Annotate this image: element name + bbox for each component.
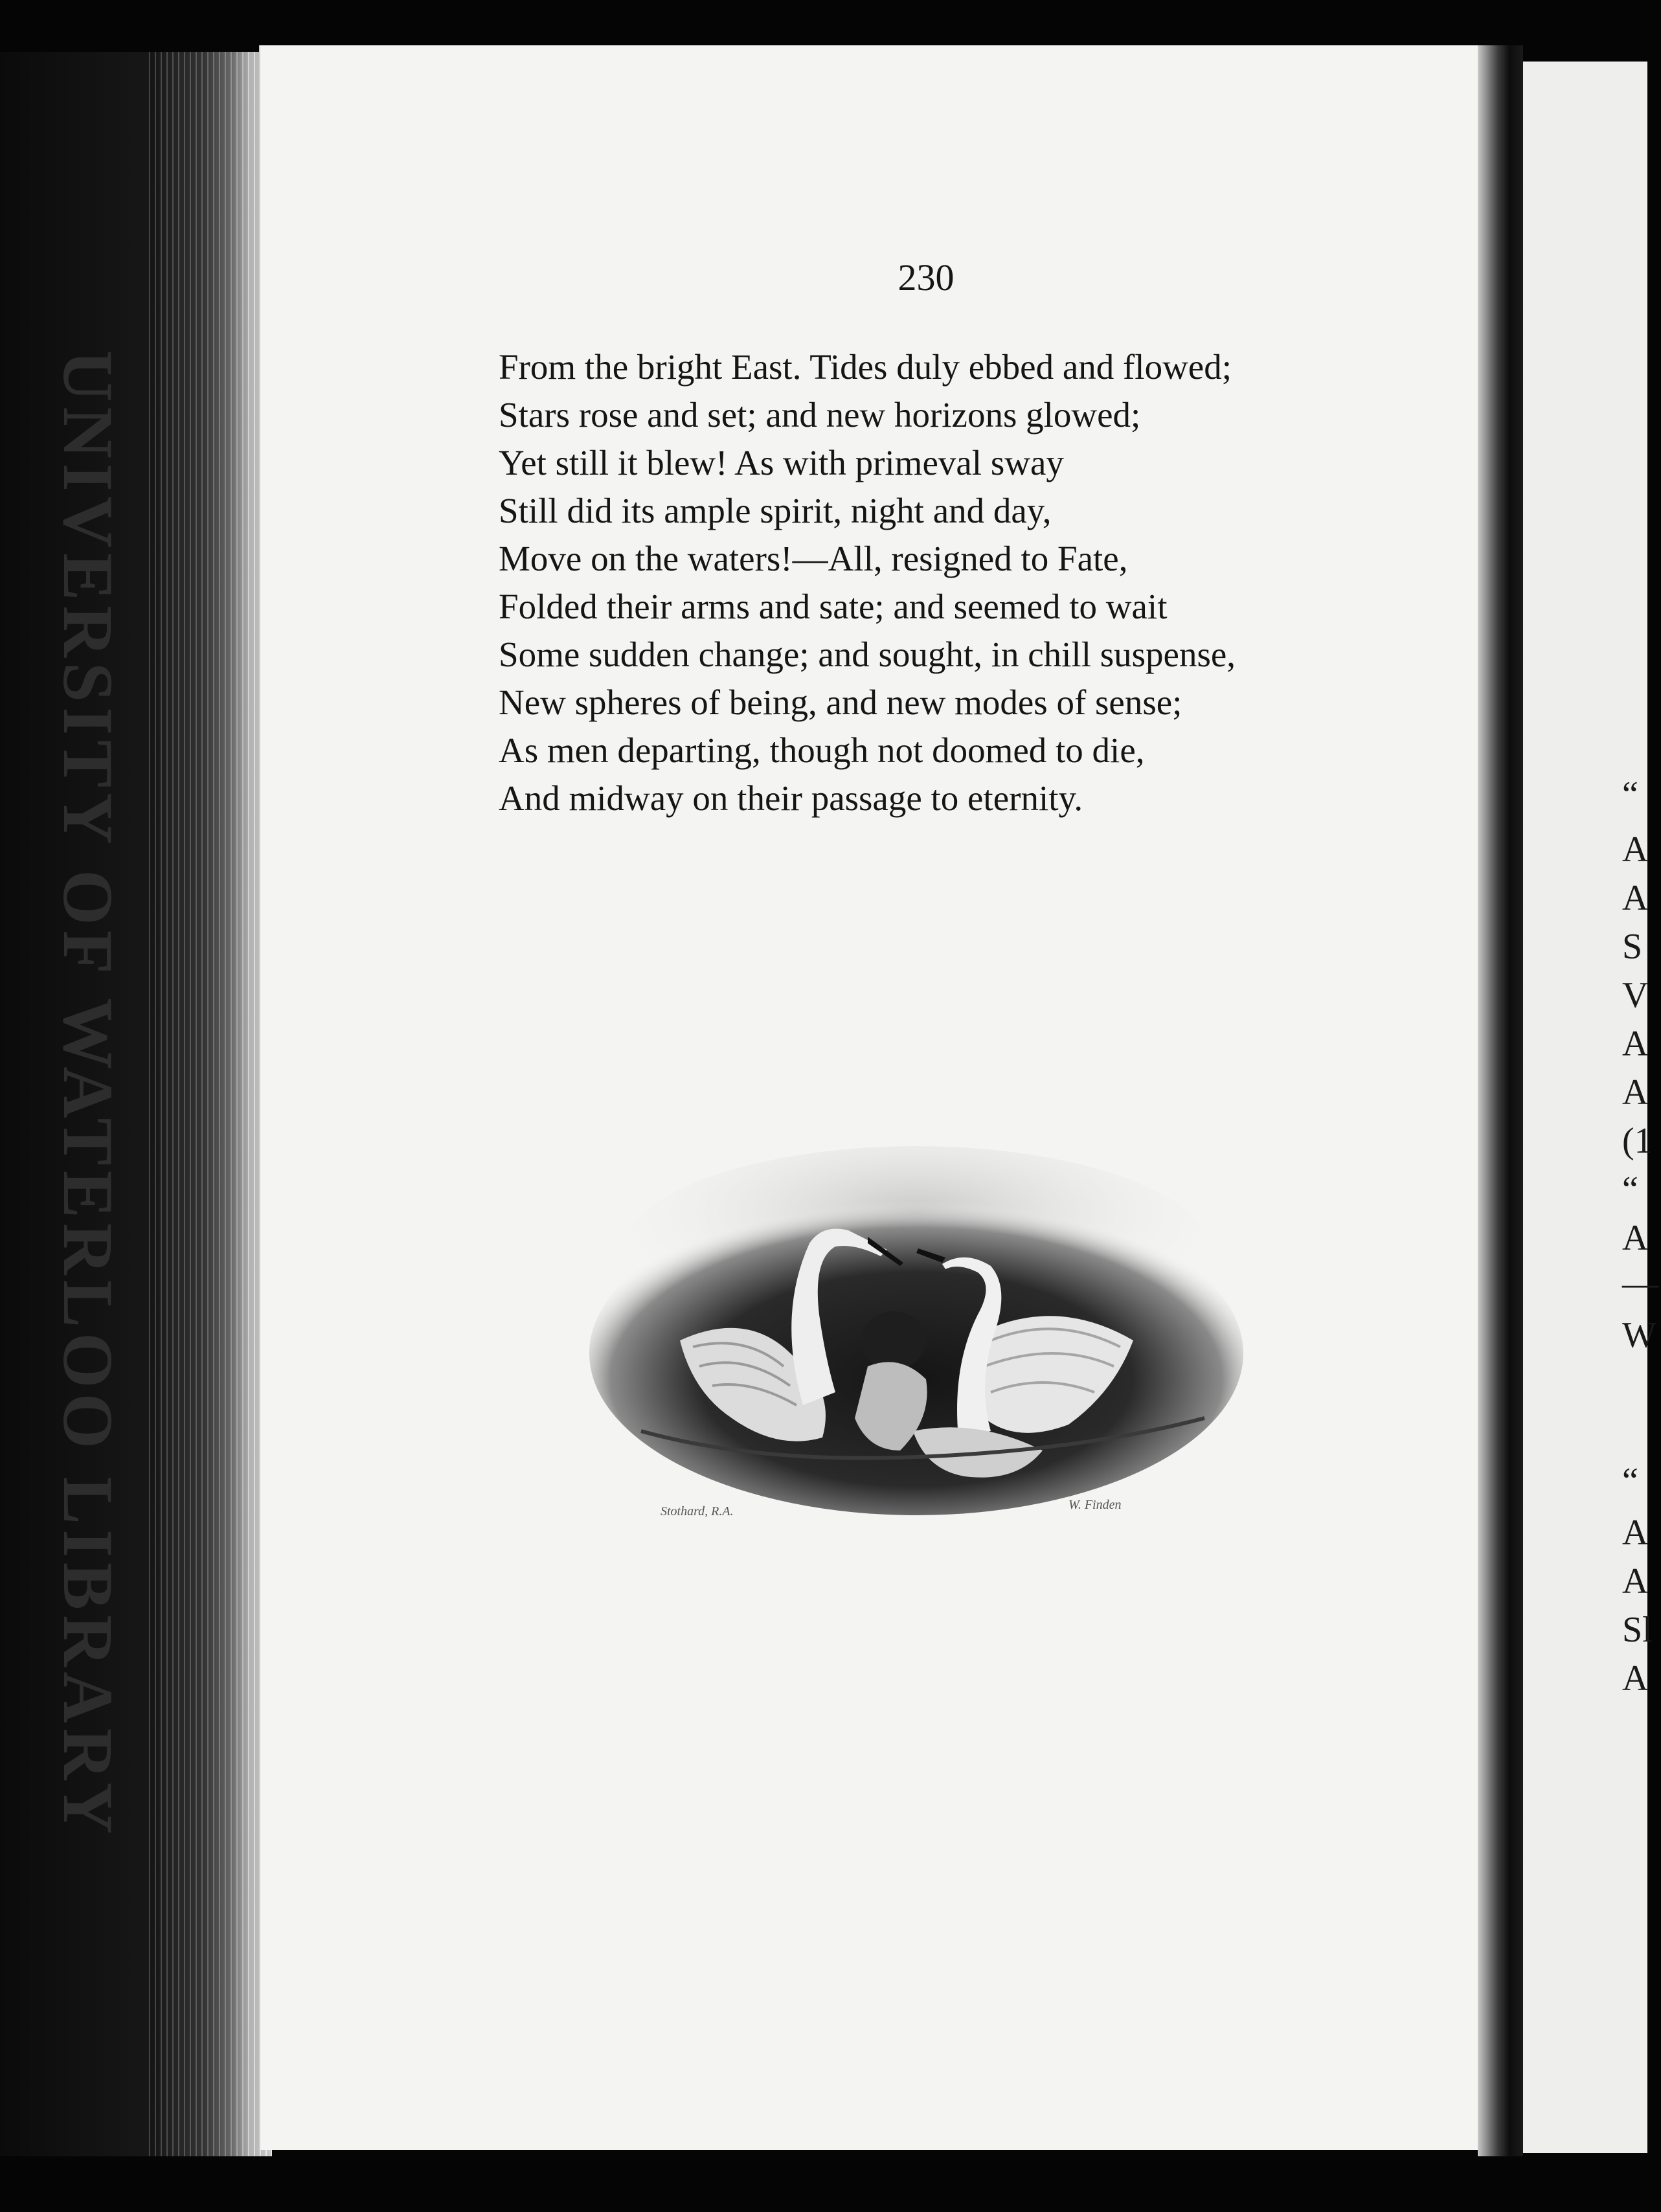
poem-line: As men departing, though not doomed to die, [499,730,1145,770]
facing-letter: A [1622,1072,1649,1112]
facing-letter: “ [1622,774,1638,815]
spine-title [26,350,149,1839]
facing-letter: “ [1622,1461,1638,1501]
poem-line: Yet still it blew! As with primeval sway [499,443,1064,482]
poem-text [499,343,1405,822]
poem-line: Stars rose and set; and new horizons glowed; [499,395,1141,435]
book-page-edges [0,52,272,2156]
poem-line: Some sudden change; and sought, in chill suspense, [499,635,1236,674]
facing-letter: A [1622,1024,1649,1064]
facing-letter: A [1622,1658,1649,1699]
facing-letter: Sl [1622,1610,1653,1650]
poem-line: And midway on their passage to eternity. [499,778,1083,818]
facing-letter: S [1622,927,1643,967]
facing-letter: (1 [1622,1121,1653,1161]
facing-letter: A [1622,1561,1649,1601]
facing-letter: A [1622,1513,1649,1553]
page-edge-lines [149,52,272,2156]
page-number: 230 [898,256,955,299]
facing-letter: V [1622,975,1649,1015]
facing-letter: A [1622,878,1649,918]
facing-letter: A [1622,1218,1649,1258]
cherub-figure [855,1311,927,1450]
poem-line: Folded their arms and sate; and seemed to wait [499,587,1168,626]
facing-letter: — [1622,1263,1658,1304]
poem-line: Still did its ample spirit, night and day, [499,491,1052,530]
book-gutter [1478,45,1523,2156]
swans-vignette-engraving [563,1146,1269,1522]
artist-credit: Stothard, R.A. [661,1504,734,1518]
facing-letter: A [1622,830,1649,870]
poem-line: Move on the waters!—All, resigned to Fate, [499,539,1128,578]
poem-line: From the bright East. Tides duly ebbed and flowed; [499,347,1232,387]
engraver-credit: W. Finden [1068,1498,1122,1512]
facing-page-letters [1622,0,1661,2212]
facing-letter: W [1622,1315,1656,1355]
facing-letter: “ [1622,1169,1638,1210]
poem-line: New spheres of being, and new modes of sense; [499,683,1182,722]
spine-text: UNIVERSITY OF WATERLOO LIBRARY [48,350,128,1839]
